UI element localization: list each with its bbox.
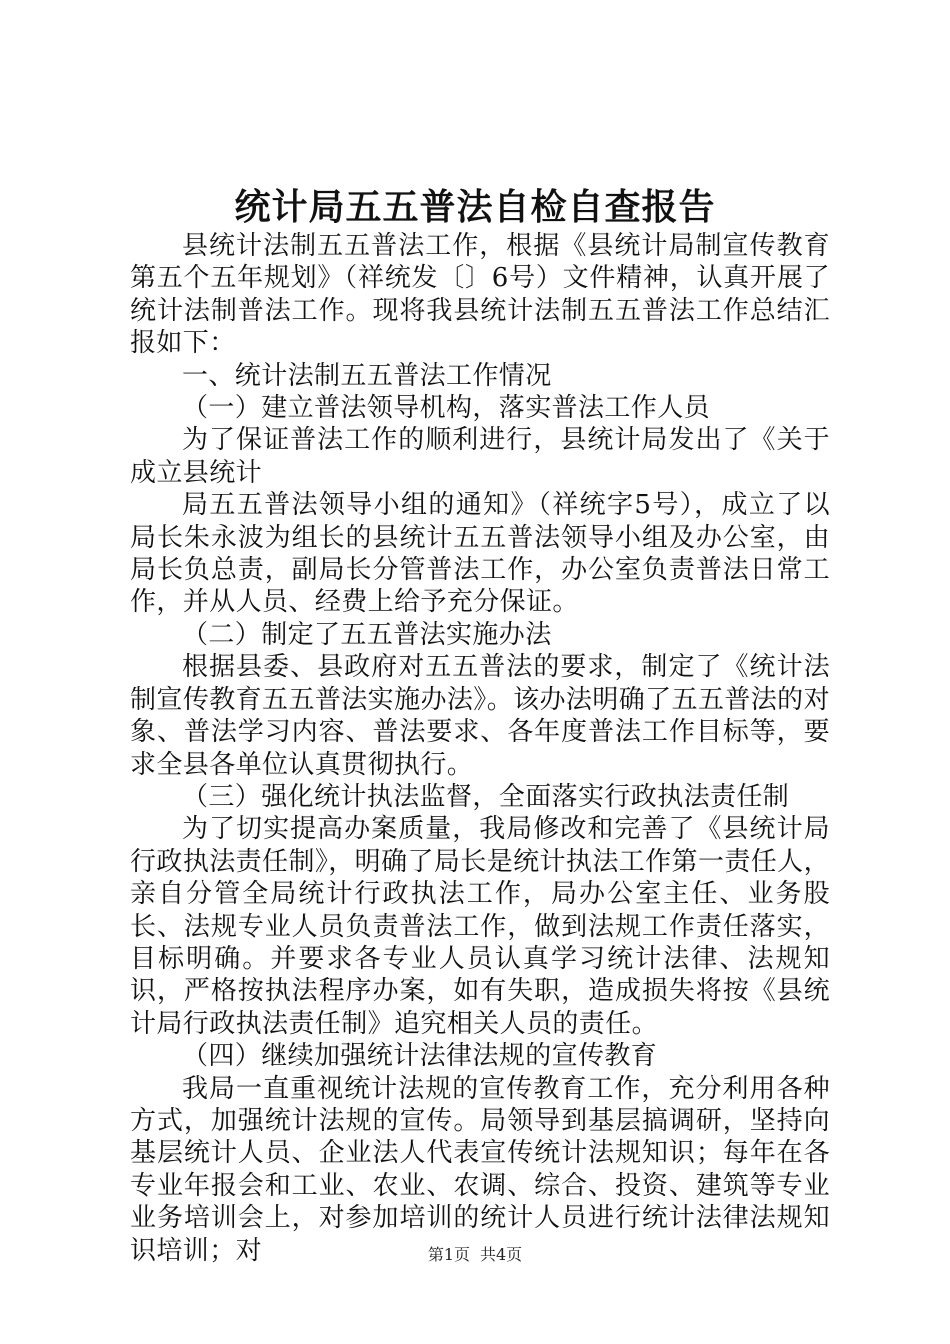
subsection-heading-3: （三）强化统计执法监督，全面落实行政执法责任制 (182, 781, 790, 812)
intro-paragraph: 县统计法制五五普法工作，根据《县统计局制宣传教育第五个五年规划》（祥统发〔〕6号）文件精神，认真开展了统计法制普法工作。现将我县统计法制五五普法工作总结汇报如下： (130, 231, 830, 359)
subsection-heading-1: （一）建立普法领导机构，落实普法工作人员 (182, 393, 711, 424)
document-title: 统计局五五普法自检自查报告 (234, 186, 716, 228)
page-total: 共4页 (480, 1245, 523, 1264)
body-paragraph: 根据县委、县政府对五五普法的要求，制定了《统计法制宣传教育五五普法实施办法》。该办法明确了五五普法的对象、普法学习内容、普法要求、各年度普法工作目标等，要求全县各单位认真贯彻执行。 (130, 652, 830, 780)
subsection-heading-2: （二）制定了五五普法实施办法 (182, 619, 552, 650)
body-paragraph: 为了切实提高办案质量，我局修改和完善了《县统计局行政执法责任制》，明确了局长是统计执法工作第一责任人，亲自分管全局统计行政执法工作，局办公室主任、业务股长、法规专业人员负责普法工作，做到法规工作责任落实，目标明确。并要求各专业人员认真学习统计法律、法规知识，严格按执法程序办案，如有失职，造成损失将按《县统计局行政执法责任制》追究相关人员的责任。 (130, 814, 830, 1039)
body-paragraph: 我局一直重视统计法规的宣传教育工作，充分利用各种方式，加强统计法规的宣传。局领导到基层搞调研，坚持向基层统计人员、企业法人代表宣传统计法规知识；每年在各专业年报会和工业、农业、农调、综合、投资、建筑等专业业务培训会上，对参加培训的统计人员进行统计法律法规知识培训；对 (130, 1073, 830, 1266)
page-footer (0, 1244, 950, 1266)
body-paragraph: 为了保证普法工作的顺利进行，县统计局发出了《关于成立县统计 (130, 425, 830, 488)
section-heading-1: 一、统计法制五五普法工作情况 (182, 360, 552, 391)
body-paragraph: 局五五普法领导小组的通知》（祥统字5号），成立了以局长朱永波为组长的县统计五五普法领导小组及办公室，由局长负总责，副局长分管普法工作，办公室负责普法日常工作，并从人员、经费上给予充分保证。 (130, 490, 830, 618)
document-body (130, 230, 830, 1267)
subsection-heading-4: （四）继续加强统计法律法规的宣传教育 (182, 1041, 658, 1072)
page-number: 第1页 (427, 1245, 470, 1264)
